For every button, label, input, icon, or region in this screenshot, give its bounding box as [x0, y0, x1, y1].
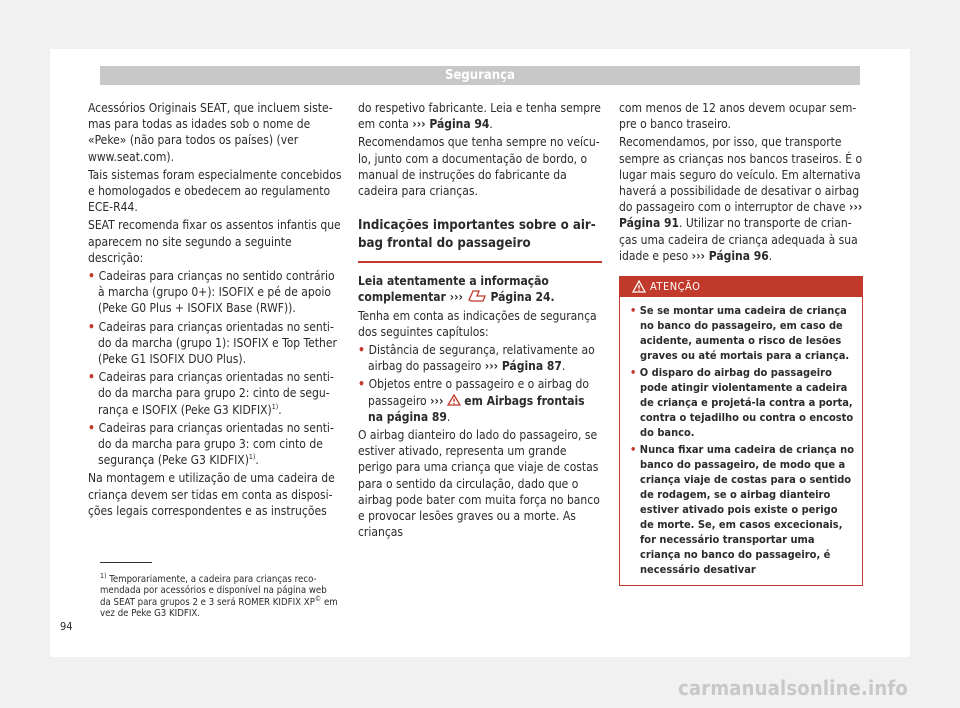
paragraph: do respetivo fabricante. Leia e tenha sempre em conta ››› Página 94. — [358, 101, 601, 132]
paragraph-text: do respetivo fabricante. Leia e tenha sempre em conta — [358, 101, 601, 132]
list-item-text: Cadeiras para crianças orientadas no sentido da marcha para grupo 3: com cinto de segurança (Peke G3 KIDFIX) — [98, 420, 334, 468]
paragraph-text: . Utilizar no transporte de crianças uma cadeira de criança adequada à sua idade e peso — [619, 216, 858, 263]
paragraph: com menos de 12 anos devem ocupar sempre o banco traseiro. — [619, 101, 857, 132]
footnote-mark: 1) — [100, 571, 107, 580]
warning-text: O disparo do airbag do passageiro pode atingir violentamente a cadeira de criança e projetá-la contra a porta, contra o tejadilho ou contra o encosto do banco. — [639, 366, 854, 440]
warning-text: Se se montar uma cadeira de criança no banco do passageiro, em caso de acidente, aumenta o risco de lesões graves ou até mortais para a criança. — [639, 304, 850, 363]
list-item: • Cadeiras para crianças orientadas no sentido da marcha para grupo 3: com cinto de segurança (Peke G3 KIDFIX)$^{1)}$. — [88, 420, 334, 468]
footnote-text: Temporariamente, a cadeira para crianças recomendada por acessórios e disponível na página web da SEAT para grupos 2 e 3 será ROMER KIDFIX XP — [100, 574, 327, 608]
footnote-ref[interactable]: 1) — [271, 402, 279, 411]
page-link[interactable]: em Airbags frontais na página 89 — [368, 393, 585, 424]
paragraph: Tais sistemas foram especialmente concebidos e homologados e obedecem ao regulamento ECE-R44. — [88, 167, 342, 215]
list-item-text: Cadeiras para crianças no sentido contrário à marcha (grupo 0+): ISOFIX e pé de apoio (Peke G0 Plus + ISOFIX Base (RWF)). — [98, 269, 335, 316]
paragraph: O airbag dianteiro do lado do passageiro, se estiver ativado, representa um grande perigo para uma criança que viaje de costas para o sentido da circulação, dado que o airbag pode bater com muita força no banco e provocar lesões graves ou a morte. As crianças — [358, 428, 600, 540]
warning-box — [619, 276, 863, 586]
warning-header — [620, 277, 862, 297]
page-link[interactable]: ››› Página 96 — [691, 248, 769, 263]
arrow-icon: ››› — [449, 290, 463, 305]
list-item-text: Distância de segurança, relativamente ao airbag do passageiro — [368, 343, 595, 374]
registered-mark: © — [314, 594, 322, 603]
paragraph: SEAT recomenda fixar os assentos infantis que aparecem no site segundo a seguinte descrição: — [88, 218, 341, 265]
paragraph: Acessórios Originais SEAT, que incluem sistemas para todas as idades sob o nome de «Peke» (não para todos os países) (ver www.seat.com). — [88, 101, 333, 164]
section-title: Indicações importantes sobre o airbag frontal do passageiro — [358, 217, 602, 263]
bullet-icon: • — [630, 304, 640, 318]
page-link[interactable]: ››› Página 91 — [619, 200, 863, 231]
bullet-icon: • — [88, 370, 99, 385]
list-item-text: Objetos entre o passageiro e o airbag do passageiro — [368, 377, 589, 408]
intro-paragraph: Leia atentamente a informação complementar ››› Página 24. — [358, 274, 555, 305]
intro-text: Leia atentamente a informação complementar — [358, 274, 549, 305]
bullet-icon: • — [88, 420, 99, 435]
page-link[interactable]: ››› Página 94 — [412, 117, 490, 132]
warning-triangle-icon — [632, 280, 646, 293]
bullet-icon: • — [88, 269, 99, 284]
bullet-icon: • — [630, 443, 640, 457]
warning-item — [630, 303, 854, 363]
book-icon — [467, 290, 487, 302]
header-title: Segurança — [445, 68, 515, 83]
list-item: • Cadeiras para crianças orientadas no sentido da marcha para grupo 2: cinto de segurança e ISOFIX (Peke G3 KIDFIX)$^{1)}$. — [88, 370, 334, 417]
footnote-text: em vez de Peke G3 KIDFIX. — [100, 596, 338, 620]
page-link[interactable]: Página 24 — [490, 290, 551, 305]
list-item: • Distância de segurança, relativamente ao airbag do passageiro ››› Página 87. — [358, 343, 595, 374]
paragraph: Tenha em conta as indicações de segurança dos seguintes capítulos: — [358, 308, 597, 339]
arrow-icon: ››› — [430, 393, 444, 408]
warning-title: ATENÇÃO — [650, 280, 701, 294]
list-item-text: Cadeiras para crianças orientadas no sentido da marcha para grupo 2: cinto de segurança e ISOFIX (Peke G3 KIDFIX) — [98, 370, 334, 417]
list-item — [88, 319, 342, 368]
bullet-icon: • — [630, 366, 640, 380]
page-number: 94 — [60, 620, 73, 633]
list-item: • Objetos entre o passageiro e o airbag do passageiro ››› em Airbags frontais na página 89. — [358, 377, 589, 424]
paragraph: Recomendamos, por isso, que transporte sempre as crianças nos bancos traseiros. É o lugar mais seguro do veículo. Em alternativa haverá a possibilidade de desativar o airbag do passageiro com o interruptor de chave ››› Página 91. Utilizar no transporte de crianças uma cadeira de criança adequada à sua idade e peso ››› Página 96. — [619, 135, 863, 263]
column-1 — [88, 100, 342, 521]
page-header — [100, 66, 860, 85]
column-2 — [358, 100, 602, 542]
list-item — [88, 268, 342, 317]
paragraph-text: Recomendamos, por isso, que transporte sempre as crianças nos bancos traseiros. É o lugar mais seguro do veículo. Em alternativa haverá a possibilidade de desativar o airbag do passageiro com o interruptor de chave — [619, 135, 863, 215]
bullet-icon: • — [358, 377, 369, 392]
paragraph: Recomendamos que tenha sempre no veículo, junto com a documentação de bordo, o manual de instruções do fabricante da cadeira para crianças. — [358, 135, 600, 199]
watermark: carmanualsonline.info — [678, 676, 908, 700]
warning-text: Nunca fixar uma cadeira de criança no banco do passageiro, de modo que a criança viaje de costas para o sentido de rodagem, se o airbag dianteiro estiver ativado pois existe o perigo de morte. Se, em casos excecionais, for necessário transportar uma criança no banco do passageiro, é necessário desativar — [639, 443, 855, 577]
bullet-icon: • — [88, 319, 99, 334]
footnote-ref[interactable]: 1) — [248, 453, 256, 462]
bullet-icon: • — [358, 343, 369, 358]
warning-item — [630, 442, 854, 577]
paragraph: Na montagem e utilização de uma cadeira de criança devem ser tidas em conta as disposições legais correspondentes e as instruções — [88, 471, 335, 518]
page-link[interactable]: ››› Página 87 — [484, 359, 562, 374]
column-3 — [619, 100, 863, 586]
list-item-text: Cadeiras para crianças orientadas no sentido da marcha (grupo 1): ISOFIX e Top Tether (Peke G1 ISOFIX DUO Plus). — [98, 319, 337, 367]
footnote-divider — [100, 562, 152, 563]
warning-item — [630, 365, 854, 440]
warning-triangle-icon — [447, 394, 461, 406]
warning-body — [620, 297, 862, 585]
footnote — [100, 571, 340, 620]
